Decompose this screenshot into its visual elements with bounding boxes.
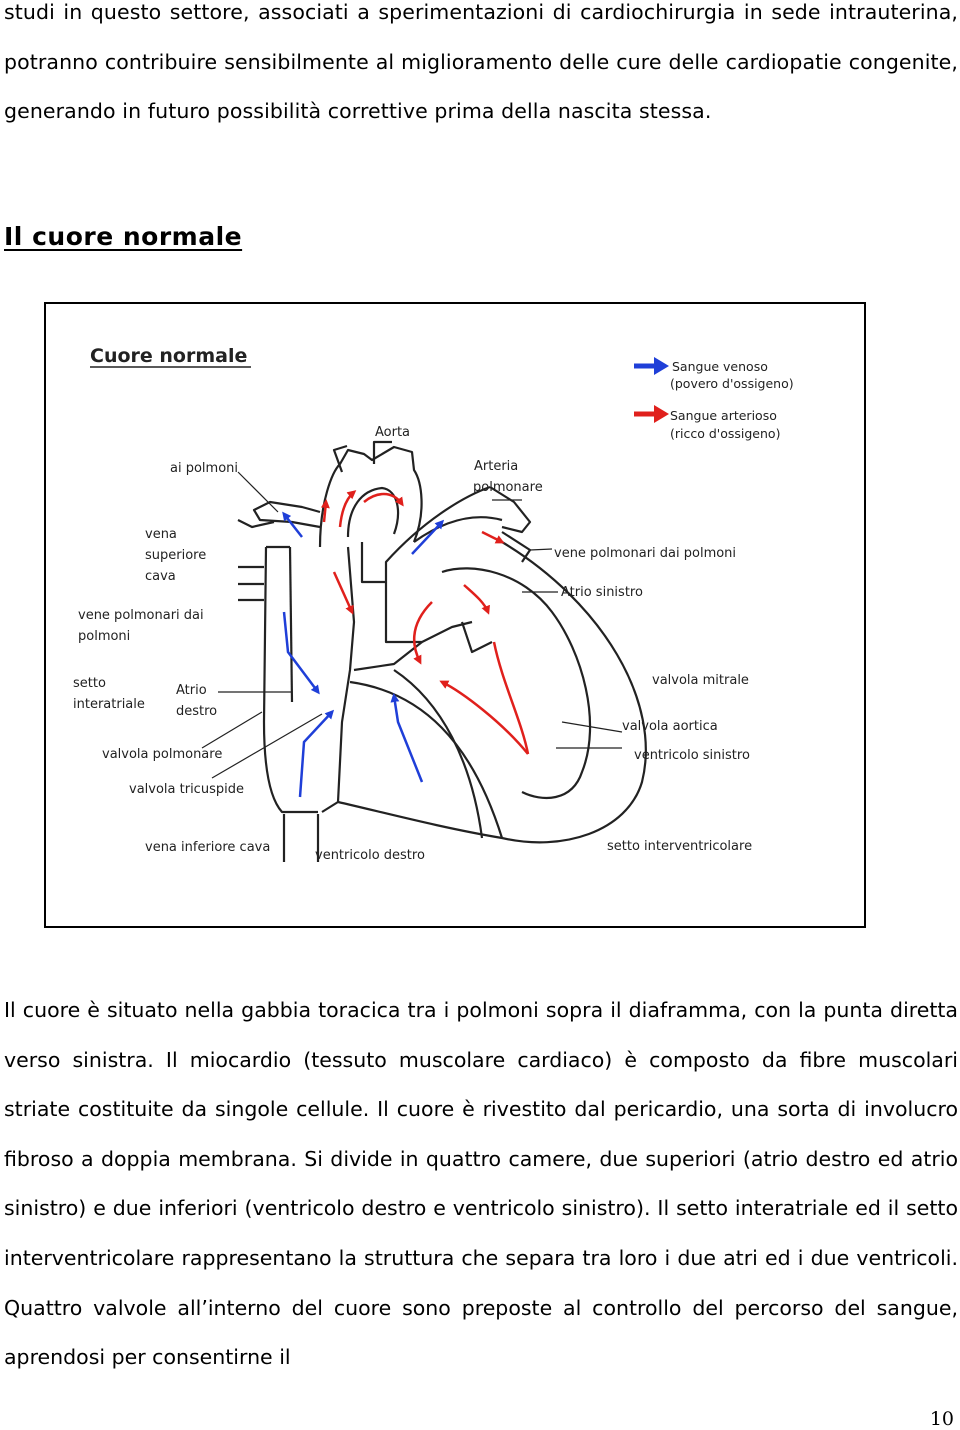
flow-arrow-12 bbox=[482, 532, 502, 542]
flow-arrow-1 bbox=[284, 514, 302, 537]
diagram-labels bbox=[73, 425, 752, 863]
legend-venous-label-2: (povero d'ossigeno) bbox=[670, 376, 794, 391]
label-vene-polmonari-left-1: vene polmonari dai bbox=[78, 608, 204, 623]
arterial-arrowhead-icon bbox=[654, 405, 669, 423]
flow-arrow-3 bbox=[300, 712, 332, 797]
label-valvola-tricuspide: valvola tricuspide bbox=[129, 782, 244, 797]
right-ventricle-inner bbox=[394, 670, 482, 838]
venous-arrowhead-icon bbox=[654, 357, 669, 375]
heart-outline bbox=[238, 442, 646, 862]
label-ventricolo-sinistro: ventricolo sinistro bbox=[634, 748, 750, 763]
section-heading: Il cuore normale bbox=[4, 222, 243, 251]
aortic-valve-shape bbox=[462, 622, 492, 652]
legend-venous-label-1: Sangue venoso bbox=[672, 359, 768, 374]
heart-diagram-svg bbox=[46, 304, 864, 926]
label-setto-interatriale-1: setto bbox=[73, 676, 106, 691]
svc-inner-wall bbox=[290, 547, 292, 702]
label-vena-superiore-cava-3: cava bbox=[145, 569, 176, 584]
tricuspid-line bbox=[354, 642, 422, 670]
label-valvola-polmonare: valvola polmonare bbox=[102, 747, 223, 762]
label-vene-polmonari-right: vene polmonari dai polmoni bbox=[554, 546, 737, 561]
legend-venous bbox=[634, 357, 794, 391]
flow-arrow-11a bbox=[494, 642, 528, 754]
legend-arterial-label-1: Sangue arterioso bbox=[670, 408, 777, 423]
page-number: 10 bbox=[929, 1408, 954, 1430]
flow-arrow-10 bbox=[464, 585, 488, 612]
label-vene-polmonari-left-2: polmoni bbox=[78, 629, 131, 644]
pulmonary-veins-left bbox=[238, 567, 264, 600]
ivc-walls bbox=[284, 814, 318, 862]
label-atrio-sinistro: Atrio sinistro bbox=[561, 585, 643, 600]
label-vena-superiore-cava-1: vena bbox=[145, 527, 177, 542]
label-atrio-destro-2: destro bbox=[176, 704, 218, 719]
label-ventricolo-destro: ventricolo destro bbox=[315, 848, 425, 863]
label-vena-inferiore-cava: vena inferiore cava bbox=[145, 840, 271, 855]
label-arteria-polmonare-1: Arteria bbox=[474, 459, 519, 474]
label-aorta: Aorta bbox=[375, 425, 411, 440]
label-ai-polmoni: ai polmoni bbox=[170, 461, 238, 476]
label-atrio-destro-1: Atrio bbox=[176, 683, 207, 698]
label-valvola-mitrale: valvola mitrale bbox=[652, 673, 749, 688]
flow-arrow-6 bbox=[340, 492, 354, 527]
diagram-title: Cuore normale bbox=[90, 345, 248, 367]
flow-arrow-13 bbox=[414, 602, 432, 662]
label-vena-superiore-cava-2: superiore bbox=[145, 548, 207, 563]
label-setto-interventricolare: setto interventricolare bbox=[607, 839, 753, 854]
legend-arterial-label-2: (ricco d'ossigeno) bbox=[670, 426, 781, 441]
label-valvola-aortica: valvola aortica bbox=[622, 719, 718, 734]
heart-diagram bbox=[44, 302, 866, 928]
flow-arrow-9 bbox=[334, 572, 352, 612]
left-atrium-floor bbox=[386, 582, 472, 642]
flow-arrow-2 bbox=[284, 612, 318, 692]
intro-paragraph: studi in questo settore, associati a sperimentazioni di cardiochirurgia in sede intrauterina, potranno contribuire sensibilmente al miglioramento delle cure delle cardiopatie congenite, generando in futuro possibilità correttive prima della nascita stessa. bbox=[4, 0, 958, 124]
label-setto-interatriale-2: interatriale bbox=[73, 697, 145, 712]
label-arteria-polmonare-2: polmonare bbox=[473, 480, 543, 495]
body-paragraph: Il cuore è situato nella gabbia toracica tra i polmoni sopra il diaframma, con la punta diretta verso sinistra. Il miocardio (tessuto muscolare cardiaco) è composto da fibre muscolari striate costituite da singole cellule. Il cuore è rivestito dal pericardio, una sorta di involucro fibroso a doppia membrana. Si divide in quattro camere, due superiori (atrio destro ed atrio sinistro) e due inferiori (ventricolo destro e ventricolo sinistro). Il setto interatriale ed il setto interventricolare rappresentano la struttura che separa tra loro i due atri ed i due ventricoli. Quattro valvole all’interno del cuore sono preposte al controllo del percorso del sangue, aprendosi per consentirne il bbox=[4, 998, 958, 1370]
legend-arterial bbox=[634, 405, 780, 441]
aortic-branches bbox=[334, 442, 392, 472]
